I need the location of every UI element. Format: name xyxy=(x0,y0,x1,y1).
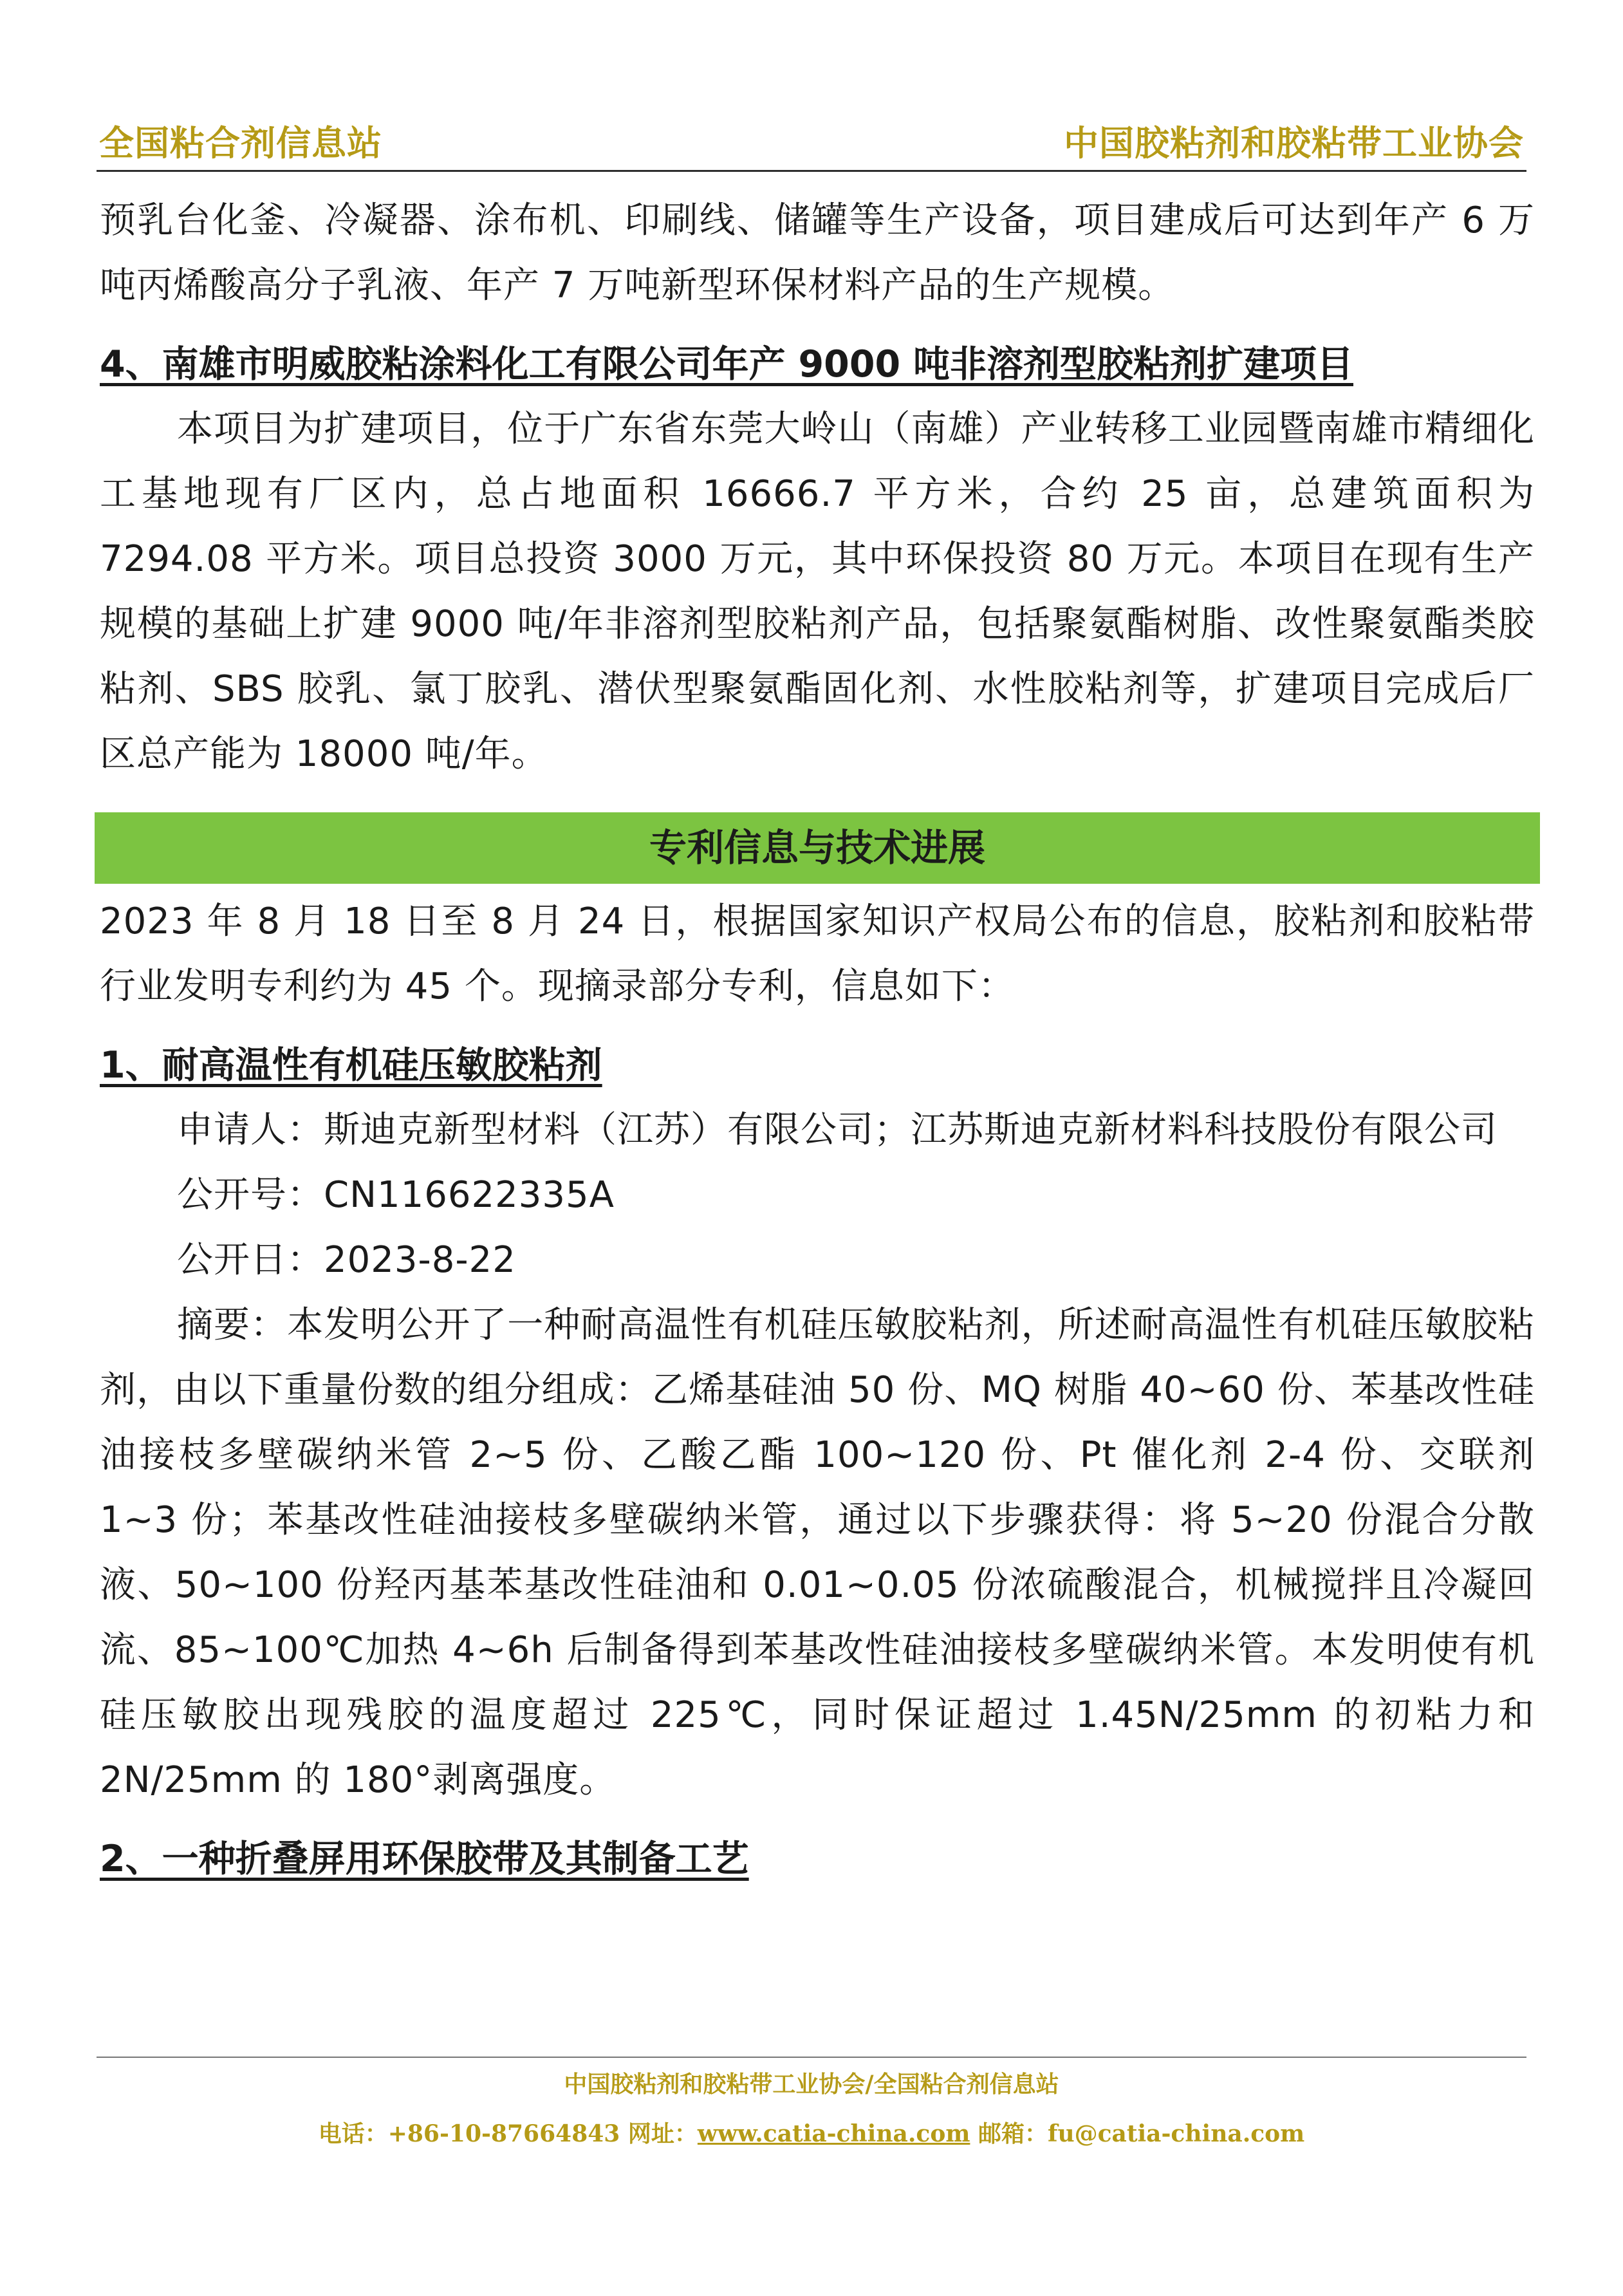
footer-contact xyxy=(0,2116,1623,2149)
patent1-pub-no: 公开号：CN116622335A xyxy=(177,1174,615,1216)
header-right-title: 中国胶粘剂和胶粘带工业协会 xyxy=(1064,123,1524,163)
footer-phone: 电话：+86-10-87664843 网址： xyxy=(318,2120,698,2147)
footer-divider xyxy=(97,2057,1526,2058)
patent2-heading: 2、一种折叠屏用环保胶带及其制备工艺 xyxy=(100,1838,749,1880)
patent1-applicant: 申请人：斯迪克新型材料（江苏）有限公司；江苏斯迪克新材料科技股份有限公司 xyxy=(177,1109,1498,1151)
patent1-abstract: 摘要：本发明公开了一种耐高温性有机硅压敏胶粘剂，所述耐高温性有机硅压敏胶粘剂，由以下重量份数的组分组成：乙烯基硅油 50 份、MQ 树脂 40~60 份、苯基改性硅油接枝多壁碳纳米管 2~5 份、乙酸乙酯 100~120 份、Pt 催化剂 2-4 份、交联剂 1~3 份；苯基改性硅油接枝多壁碳纳米管，通过以下步骤获得：将 5~20 份混合分散液、50~100 份羟丙基苯基改性硅油和 0.01~0.05 份浓硫酸混合，机械搅拌且冷凝回流、85~100℃加热 4~6h 后制备得到苯基改性硅油接枝多壁碳纳米管。本发明使有机硅压敏胶出现残胶的温度超过 225℃，同时保证超过 1.45N/25mm 的初粘力和 2N/25mm 的 180°剥离强度。 xyxy=(100,1304,1535,1801)
page-header xyxy=(97,116,1526,167)
document-body xyxy=(100,188,1535,1891)
patent1-heading: 1、耐高温性有机硅压敏胶粘剂 xyxy=(100,1044,602,1087)
footer-organization: 中国胶粘剂和胶粘带工业协会/全国粘合剂信息站 xyxy=(564,2071,1059,2098)
footer-website-link[interactable]: www.catia-china.com xyxy=(697,2120,970,2147)
section-banner: 专利信息与技术进展 xyxy=(95,812,1540,884)
patent1-pub-date: 公开日：2023-8-22 xyxy=(177,1239,516,1281)
intro-paragraph: 预乳台化釜、冷凝器、涂布机、印刷线、储罐等生产设备，项目建成后可达到年产 6 万吨丙烯酸高分子乳液、年产 7 万吨新型环保材料产品的生产规模。 xyxy=(100,200,1535,306)
header-left-title: 全国粘合剂信息站 xyxy=(99,123,382,163)
project4-body: 本项目为扩建项目，位于广东省东莞大岭山（南雄）产业转移工业园暨南雄市精细化工基地现有厂区内，总占地面积 16666.7 平方米，合约 25 亩，总建筑面积为 7294.08 平方米。项目总投资 3000 万元，其中环保投资 80 万元。本项目在现有生产规模的基础上扩建 9000 吨/年非溶剂型胶粘剂产品，包括聚氨酯树脂、改性聚氨酯类胶粘剂、SBS 胶乳、氯丁胶乳、潜伏型聚氨酯固化剂、水性胶粘剂等，扩建项目完成后厂区总产能为 18000 吨/年。 xyxy=(100,408,1535,775)
footer-email: 邮箱：fu@catia-china.com xyxy=(970,2120,1305,2147)
header-divider xyxy=(97,170,1526,172)
project4-heading: 4、南雄市明威胶粘涂料化工有限公司年产 9000 吨非溶剂型胶粘剂扩建项目 xyxy=(100,343,1353,386)
patent-intro: 2023 年 8 月 18 日至 8 月 24 日，根据国家知识产权局公布的信息，胶粘剂和胶粘带行业发明专利约为 45 个。现摘录部分专利，信息如下： xyxy=(100,901,1535,1007)
